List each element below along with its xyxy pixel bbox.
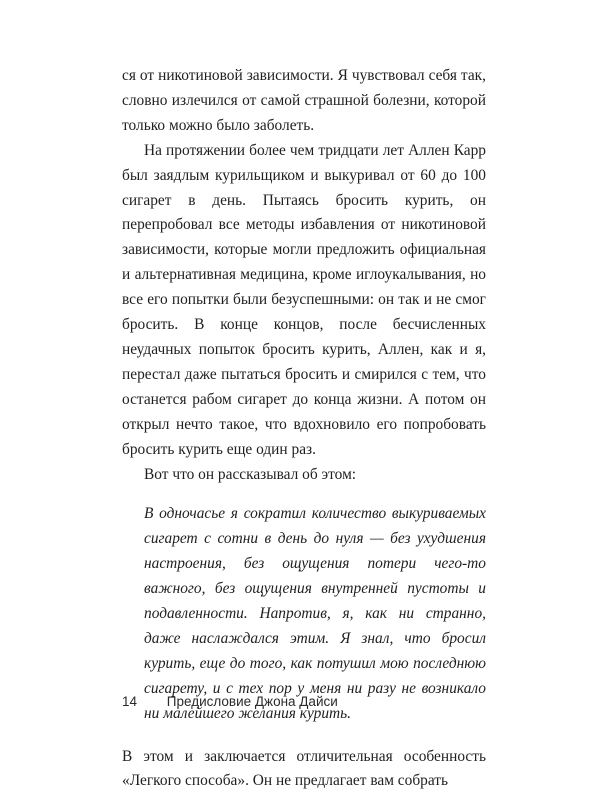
paragraph-easy-way: В этом и заключается отличительная особенность «Легкого способа». Он не предлагает вам собрать [122, 747, 486, 790]
block-quote [122, 502, 486, 726]
paragraph-intro-quote: Вот что он рассказывал об этом: [144, 465, 357, 483]
page-footer [122, 694, 338, 709]
paragraph-allen-carr: На протяжении более чем тридцати лет Аллен Карр был заядлым курильщиком и выкуривал от 60 до 100 сигарет в день. Пытаясь бросить курить, он перепробовал все методы избавления от никотиновой зависимости, которые могли предложить официальная и альтернативная медицина, кроме иглоукалывания, но все его попытки были безуспешными: он так и не смог бросить. В конце концов, после бесчисленных неудачных попыток бросить курить, Аллен, как и я, перестал даже пытаться бросить и смирился с тем, что останется рабом сигарет до конца жизни. А потом он открыл нечто такое, что вдохновило его попробовать бросить курить еще один раз. [122, 141, 486, 458]
quote-text: В одночасье я сократил количество выкуриваемых сигарет с сотни в день до нуля — без ухудшения настроения, без ощущения потери чего-то важного, без ощущения внутренней пустоты и подавленности. Напротив, я, как ни странно, даже наслаждался этим. Я знал, что бросил курить, еще до того, как потушил мою последнюю сигарету, и с тех пор у меня ни разу не возникало ни малейшего желания курить. [144, 505, 486, 722]
paragraph-continued: ся от никотиновой зависимости. Я чувствовал себя так, словно излечился от самой страшной болезни, которой только можно было заболеть. [122, 67, 486, 134]
running-title: Предисловие Джона Дайси [166, 694, 338, 709]
page-number: 14 [122, 694, 138, 709]
main-text [122, 64, 486, 794]
